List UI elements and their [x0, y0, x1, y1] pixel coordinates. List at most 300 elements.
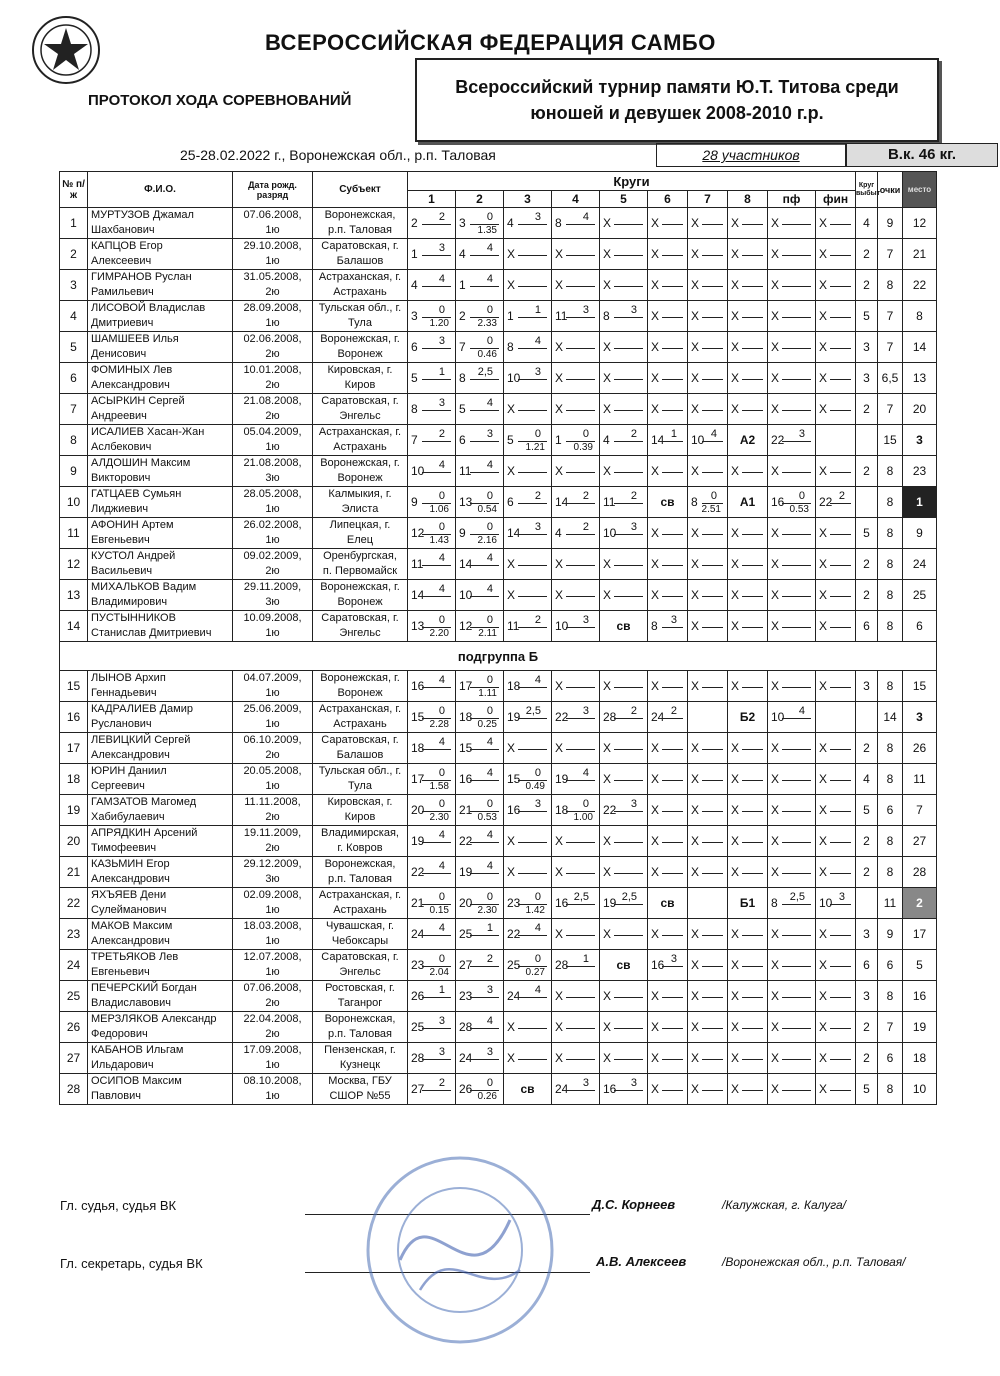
- round-out: 3: [856, 332, 878, 363]
- result-line: [662, 997, 683, 998]
- score: 0: [798, 490, 805, 502]
- birth-date: 17.09.2008,: [243, 1044, 302, 1056]
- result-line: [662, 224, 683, 225]
- round-cell: [600, 702, 648, 733]
- round-cell: [456, 950, 504, 981]
- place: 1: [903, 487, 937, 518]
- score: 0: [486, 798, 493, 810]
- opponent-number: X: [603, 772, 612, 786]
- round-cell: [816, 301, 856, 332]
- result-line: [830, 904, 851, 905]
- round-cell: [728, 363, 768, 394]
- rank: 1ю: [265, 627, 280, 639]
- surname-name: ТРЕТЬЯКОВ Лев: [91, 951, 179, 963]
- birth-date: 25.06.2009,: [243, 703, 302, 715]
- birth-rank: [233, 456, 313, 487]
- birth-date: 28.09.2008,: [243, 302, 302, 314]
- result-line: [830, 596, 851, 597]
- row-number: 4: [60, 301, 88, 332]
- result-line: [830, 749, 851, 750]
- score: 4: [486, 583, 493, 595]
- opponent-number: 10: [459, 588, 473, 602]
- opponent-number: 28: [459, 1020, 473, 1034]
- region: [313, 702, 408, 733]
- round-cell: [408, 733, 456, 764]
- opponent-number: 4: [411, 278, 418, 292]
- birth-rank: [233, 795, 313, 826]
- opponent-number: 4: [507, 216, 514, 230]
- opponent-number: 5: [507, 433, 514, 447]
- result-line: [742, 379, 763, 380]
- athlete-name: [88, 733, 233, 764]
- opponent-number: X: [731, 772, 740, 786]
- result-line: [742, 255, 763, 256]
- opponent-number: 6: [459, 433, 466, 447]
- result-line: [518, 410, 547, 411]
- table-row: [60, 795, 937, 826]
- round-cell: [648, 733, 688, 764]
- birth-rank: [233, 1074, 313, 1105]
- birth-date: 28.05.2008,: [243, 488, 302, 500]
- result-line: [470, 749, 499, 750]
- score: 4: [534, 922, 541, 934]
- round-cell: [816, 1012, 856, 1043]
- round-cell: [504, 425, 552, 456]
- opponent-number: X: [731, 464, 740, 478]
- row-number: 18: [60, 764, 88, 795]
- score: 0: [486, 335, 493, 347]
- round-cell: [816, 919, 856, 950]
- round-cell: [816, 764, 856, 795]
- round-out: [856, 487, 878, 518]
- result-line: [518, 627, 547, 628]
- opponent-number: X: [819, 619, 828, 633]
- round-cell: [504, 857, 552, 888]
- round-cell: [408, 239, 456, 270]
- round-cell: [552, 733, 600, 764]
- round-out: 6: [856, 611, 878, 642]
- result-line: [614, 286, 643, 287]
- result-line: [662, 780, 683, 781]
- score: 4: [438, 583, 445, 595]
- opponent-number: 22: [771, 433, 785, 447]
- round-cell: [408, 1074, 456, 1105]
- round-out: 2: [856, 1043, 878, 1074]
- round-cell: [408, 425, 456, 456]
- opponent-number: X: [691, 989, 700, 1003]
- opponent-number: X: [651, 309, 660, 323]
- round-out: 3: [856, 363, 878, 394]
- opponent-number: X: [731, 402, 740, 416]
- opponent-number: X: [731, 526, 740, 540]
- round-cell: [408, 270, 456, 301]
- region-line2: Таганрог: [337, 997, 383, 1009]
- row-number: 14: [60, 611, 88, 642]
- result-line: [702, 811, 723, 812]
- result-line: [662, 687, 683, 688]
- surname-name: ИСАЛИЕВ Хасан-Жан: [91, 426, 205, 438]
- round-cell: [648, 611, 688, 642]
- result-line: [422, 997, 451, 998]
- region-line1: Астраханская, г.: [318, 703, 402, 715]
- opponent-number: X: [691, 741, 700, 755]
- result-line: [566, 873, 595, 874]
- round-cell: [688, 208, 728, 239]
- opponent-number: X: [819, 1082, 828, 1096]
- table-row: [60, 580, 937, 611]
- result-line: [422, 348, 451, 349]
- opponent-number: 5: [411, 371, 418, 385]
- row-number: 8: [60, 425, 88, 456]
- round-cell: [816, 549, 856, 580]
- round-cell: [728, 611, 768, 642]
- score: 0: [486, 674, 493, 686]
- round-cell: [600, 394, 648, 425]
- opponent-number: X: [819, 927, 828, 941]
- athlete-name: [88, 456, 233, 487]
- score: 3: [670, 953, 677, 965]
- round-cell: [600, 1074, 648, 1105]
- surname-name: АЛДОШИН Максим: [91, 457, 191, 469]
- result-line: [566, 627, 595, 628]
- round-cell: [408, 611, 456, 642]
- round-cell: [816, 332, 856, 363]
- score: 2: [486, 953, 493, 965]
- result-line: [782, 379, 811, 380]
- region-line1: Саратовская, г.: [321, 951, 399, 963]
- region-line2: Воронеж: [337, 472, 383, 484]
- score: 3: [630, 304, 637, 316]
- round-cell: [408, 795, 456, 826]
- region-line1: Воронежская, г.: [320, 333, 400, 345]
- round-cell: [552, 425, 600, 456]
- opponent-number: 8: [411, 402, 418, 416]
- surname-name: ОСИПОВ Максим: [91, 1075, 182, 1087]
- opponent-number: X: [731, 1020, 740, 1034]
- points: 8: [878, 456, 903, 487]
- birth-rank: [233, 239, 313, 270]
- opponent-number: X: [555, 402, 564, 416]
- opponent-number: X: [555, 588, 564, 602]
- round-cell: [552, 1074, 600, 1105]
- opponent-number: X: [731, 216, 740, 230]
- rank: 2ю: [265, 286, 280, 298]
- round-cell: [688, 456, 728, 487]
- points: 8: [878, 549, 903, 580]
- opponent-number: X: [651, 1020, 660, 1034]
- region-line1: Саратовская, г.: [321, 395, 399, 407]
- round-cell: [552, 301, 600, 332]
- result-line: [662, 379, 683, 380]
- rank: 1ю: [265, 935, 280, 947]
- opponent-number: 15: [507, 772, 521, 786]
- points: 9: [878, 208, 903, 239]
- round-out: 2: [856, 1012, 878, 1043]
- opponent-number: X: [771, 865, 780, 879]
- opponent-number: X: [771, 278, 780, 292]
- opponent-number: 17: [459, 679, 473, 693]
- col-rounds: Круги: [408, 172, 856, 191]
- row-number: 1: [60, 208, 88, 239]
- score: 4: [486, 860, 493, 872]
- athlete-name: [88, 950, 233, 981]
- athlete-name: [88, 580, 233, 611]
- region-line2: Кузнецк: [339, 1059, 381, 1071]
- opponent-number: 8: [771, 896, 778, 910]
- region-line1: Воронежская,: [324, 858, 396, 870]
- score: 0: [438, 521, 445, 533]
- result-line: [742, 997, 763, 998]
- rank: 1ю: [265, 718, 280, 730]
- result-line: [422, 749, 451, 750]
- round-cell: [816, 1074, 856, 1105]
- opponent-number: X: [603, 464, 612, 478]
- opponent-number: 8: [651, 619, 658, 633]
- opponent-number: 11: [411, 557, 424, 571]
- birth-date: 29.12.2009,: [243, 858, 302, 870]
- patronymic: Александрович: [91, 873, 170, 885]
- round-cell: [688, 518, 728, 549]
- opponent-number: X: [555, 741, 564, 755]
- result-line: [566, 503, 595, 504]
- opponent-number: X: [771, 741, 780, 755]
- round-cell: [600, 270, 648, 301]
- round-cell: [728, 888, 768, 919]
- round-special: A1: [739, 495, 756, 509]
- patronymic: Владиславович: [91, 997, 172, 1009]
- round-cell: [600, 425, 648, 456]
- opponent-number: X: [603, 278, 612, 292]
- opponent-number: X: [651, 588, 660, 602]
- round-cell: [600, 239, 648, 270]
- round-cell: [648, 301, 688, 332]
- opponent-number: 22: [555, 710, 569, 724]
- patronymic: Алексеевич: [91, 255, 152, 267]
- round-cell: [728, 702, 768, 733]
- round-cell: [504, 671, 552, 702]
- patronymic: Дмитриевич: [91, 317, 154, 329]
- result-line: [614, 472, 643, 473]
- athlete-name: [88, 857, 233, 888]
- region: [313, 671, 408, 702]
- score: 4: [534, 674, 541, 686]
- round-cell: [600, 764, 648, 795]
- table-row: [60, 456, 937, 487]
- round-cell: [728, 671, 768, 702]
- result-line: [742, 811, 763, 812]
- result-line: [662, 842, 683, 843]
- round-cell: [456, 919, 504, 950]
- round-cell: [456, 611, 504, 642]
- result-line: [518, 935, 547, 936]
- round-cell: [816, 950, 856, 981]
- region: [313, 1012, 408, 1043]
- round-cell: [408, 301, 456, 332]
- birth-rank: [233, 733, 313, 764]
- surname-name: ГАМЗАТОВ Магомед: [91, 796, 197, 808]
- round-cell: [768, 764, 816, 795]
- opponent-number: 16: [507, 803, 521, 817]
- opponent-number: X: [819, 309, 828, 323]
- rank: 1ю: [265, 317, 280, 329]
- score: 4: [486, 397, 493, 409]
- round-cell: [504, 1012, 552, 1043]
- athlete-name: [88, 549, 233, 580]
- round-cell: [600, 518, 648, 549]
- round-cell: [552, 332, 600, 363]
- round-cell: [504, 518, 552, 549]
- round-cell: [504, 950, 552, 981]
- round-cell: [688, 857, 728, 888]
- col-num: № п/ж: [60, 172, 88, 208]
- athlete-name: [88, 363, 233, 394]
- score: 2: [630, 705, 637, 717]
- opponent-number: X: [819, 278, 828, 292]
- score: 0: [438, 705, 445, 717]
- athlete-name: [88, 611, 233, 642]
- bout-time: 0.26: [477, 1091, 497, 1102]
- result-line: [830, 224, 851, 225]
- opponent-number: 24: [555, 1082, 569, 1096]
- athlete-name: [88, 702, 233, 733]
- opponent-number: X: [731, 371, 740, 385]
- bout-time: 2.33: [477, 318, 497, 329]
- bout-time: 0.46: [477, 349, 497, 360]
- round-cell: [408, 857, 456, 888]
- round-header: фин: [816, 191, 856, 208]
- score: 3: [486, 1046, 493, 1058]
- opponent-number: 18: [507, 679, 521, 693]
- round-cell: [504, 733, 552, 764]
- points: 7: [878, 301, 903, 332]
- opponent-number: 7: [459, 340, 466, 354]
- result-line: [470, 410, 499, 411]
- chief-secretary-name: А.В. Алексеев: [596, 1254, 687, 1269]
- region-line1: Воронежская, г.: [320, 581, 400, 593]
- birth-rank: [233, 950, 313, 981]
- round-cell: [768, 611, 816, 642]
- opponent-number: X: [771, 1082, 780, 1096]
- opponent-number: 2: [411, 216, 418, 230]
- region: [313, 332, 408, 363]
- opponent-number: X: [555, 340, 564, 354]
- round-cell: [816, 733, 856, 764]
- birth-date: 10.01.2008,: [243, 364, 302, 376]
- opponent-number: X: [731, 803, 740, 817]
- result-line: [614, 1090, 643, 1091]
- round-cell: [728, 301, 768, 332]
- round-cell: [504, 487, 552, 518]
- result-line: [422, 286, 451, 287]
- opponent-number: X: [731, 278, 740, 292]
- round-cell: [408, 394, 456, 425]
- birth-date: 29.10.2008,: [243, 240, 302, 252]
- birth-rank: [233, 270, 313, 301]
- round-out: 2: [856, 549, 878, 580]
- result-line: [422, 1059, 451, 1060]
- result-line: [470, 966, 499, 967]
- opponent-number: 22: [603, 803, 617, 817]
- result-line: [782, 935, 811, 936]
- place: 18: [903, 1043, 937, 1074]
- result-line: [422, 1090, 451, 1091]
- region: [313, 456, 408, 487]
- result-line: [830, 935, 851, 936]
- score: 0: [486, 211, 493, 223]
- region-line2: СШОР №55: [329, 1090, 391, 1102]
- round-cell: [600, 363, 648, 394]
- result-line: [742, 780, 763, 781]
- opponent-number: X: [691, 557, 700, 571]
- result-line: [830, 286, 851, 287]
- col-subject: Субъект: [313, 172, 408, 208]
- round-cell: [552, 857, 600, 888]
- round-cell: [728, 826, 768, 857]
- region-line1: Воронежская, г.: [320, 672, 400, 684]
- birth-rank: [233, 518, 313, 549]
- athlete-name: [88, 487, 233, 518]
- round-cell: [552, 702, 600, 733]
- score: 2: [630, 428, 637, 440]
- score: 2: [670, 705, 677, 717]
- round-cell: [816, 518, 856, 549]
- round-cell: [552, 1012, 600, 1043]
- round-cell: [768, 671, 816, 702]
- score: 4: [438, 860, 445, 872]
- result-line: [702, 966, 723, 967]
- athlete-name: [88, 764, 233, 795]
- points: 6: [878, 795, 903, 826]
- round-cell: [768, 363, 816, 394]
- round-cell: [552, 1043, 600, 1074]
- result-line: [662, 255, 683, 256]
- surname-name: ШАМШЕЕВ Илья: [91, 333, 179, 345]
- opponent-number: 18: [555, 803, 569, 817]
- round-cell: [600, 611, 648, 642]
- result-line: [566, 255, 595, 256]
- result-line: [422, 472, 451, 473]
- row-number: 16: [60, 702, 88, 733]
- round-special: св: [660, 896, 675, 910]
- round-cell: [408, 826, 456, 857]
- round-cell: [728, 270, 768, 301]
- opponent-number: 2: [459, 309, 466, 323]
- points: 8: [878, 611, 903, 642]
- col-pts: очки: [878, 172, 903, 208]
- opponent-number: X: [731, 865, 740, 879]
- result-line: [422, 1028, 451, 1029]
- result-line: [662, 1059, 683, 1060]
- place: 16: [903, 981, 937, 1012]
- points: 8: [878, 981, 903, 1012]
- region-line1: Чувашская, г.: [326, 920, 394, 932]
- round-cell: [408, 332, 456, 363]
- result-line: [614, 565, 643, 566]
- result-line: [614, 379, 643, 380]
- place: 17: [903, 919, 937, 950]
- result-line: [702, 224, 723, 225]
- row-number: 5: [60, 332, 88, 363]
- round-header: 1: [408, 191, 456, 208]
- score: 3: [534, 211, 541, 223]
- opponent-number: X: [651, 371, 660, 385]
- score: 0: [534, 891, 541, 903]
- result-line: [782, 472, 811, 473]
- opponent-number: 19: [507, 710, 521, 724]
- place: 22: [903, 270, 937, 301]
- result-line: [702, 441, 723, 442]
- row-number: 9: [60, 456, 88, 487]
